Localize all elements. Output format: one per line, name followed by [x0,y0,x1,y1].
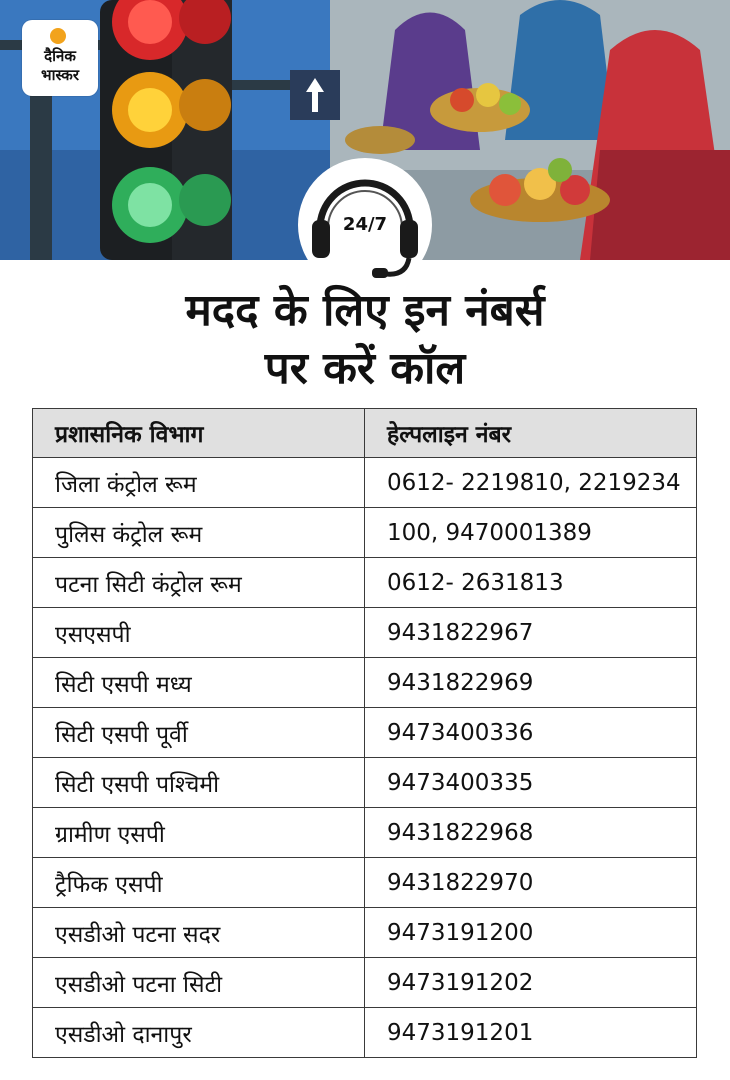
table-row [33,858,697,908]
logo-line-1: दैनिक [44,47,76,65]
department-cell: पुलिस कंट्रोल रूम [33,508,365,558]
department-cell: सिटी एसपी मध्य [33,658,365,708]
department-cell: एसडीओ दानापुर [33,1008,365,1058]
logo-line-2: भास्कर [41,66,79,84]
number-cell: 9473191200 [365,908,697,958]
brand-logo [22,20,98,96]
number-cell: 9431822969 [365,658,697,708]
department-cell: पटना सिटी कंट्रोल रूम [33,558,365,608]
department-cell: सिटी एसपी पश्चिमी [33,758,365,808]
department-cell: ट्रैफिक एसपी [33,858,365,908]
table-row [33,1008,697,1058]
page-title [0,282,730,398]
number-cell: 0612- 2631813 [365,558,697,608]
number-cell: 9431822968 [365,808,697,858]
number-cell: 9473400336 [365,708,697,758]
table-row [33,758,697,808]
number-cell: 9473400335 [365,758,697,808]
table-row [33,958,697,1008]
department-cell: ग्रामीण एसपी [33,808,365,858]
table-row [33,608,697,658]
table-row [33,808,697,858]
department-cell: सिटी एसपी पूर्वी [33,708,365,758]
title-line-1: मदद के लिए इन नंबर्स [185,285,545,336]
badge-label: 24/7 [342,214,388,235]
table-row [33,458,697,508]
department-cell: एसएसपी [33,608,365,658]
number-cell: 100, 9470001389 [365,508,697,558]
table-row [33,658,697,708]
header-helpline: हेल्पलाइन नंबर [365,409,697,458]
number-cell: 9431822970 [365,858,697,908]
table-header-row [33,409,697,458]
table-row [33,558,697,608]
title-line-2: पर करें कॉल [264,343,466,394]
header-department: प्रशासनिक विभाग [33,409,365,458]
table-row [33,708,697,758]
table-row [33,908,697,958]
number-cell: 0612- 2219810, 2219234 [365,458,697,508]
helpline-badge [298,158,432,292]
number-cell: 9473191202 [365,958,697,1008]
department-cell: एसडीओ पटना सदर [33,908,365,958]
department-cell: जिला कंट्रोल रूम [33,458,365,508]
number-cell: 9431822967 [365,608,697,658]
helpline-table [32,408,697,1058]
department-cell: एसडीओ पटना सिटी [33,958,365,1008]
table-row [33,508,697,558]
sun-icon [50,28,66,44]
number-cell: 9473191201 [365,1008,697,1058]
